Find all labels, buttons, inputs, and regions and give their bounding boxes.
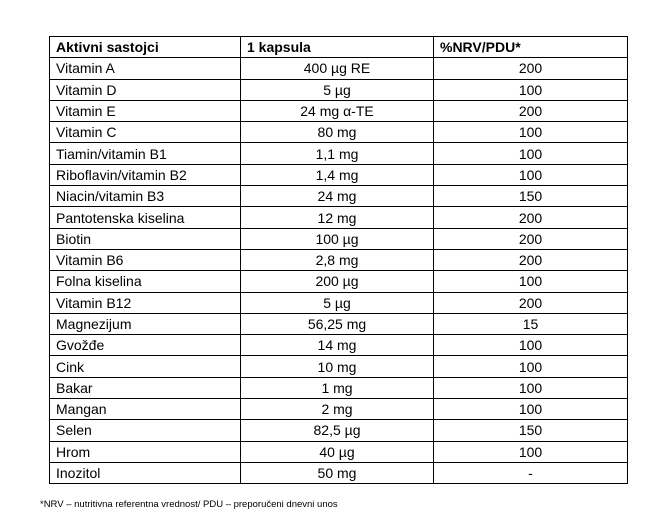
nrv-percent: 100 xyxy=(434,79,628,100)
ingredient-name: Vitamin C xyxy=(50,122,241,143)
ingredient-name: Tiamin/vitamin B1 xyxy=(50,143,241,164)
header-ingredient: Aktivni sastojci xyxy=(50,37,241,58)
ingredient-name: Bakar xyxy=(50,377,241,398)
nrv-percent: 100 xyxy=(434,356,628,377)
header-per-capsule: 1 kapsula xyxy=(241,37,434,58)
nrv-percent: 200 xyxy=(434,58,628,79)
table-row xyxy=(50,143,628,164)
amount-per-capsule: 56,25 mg xyxy=(241,313,434,334)
amount-per-capsule: 5 µg xyxy=(241,79,434,100)
ingredient-name: Vitamin E xyxy=(50,100,241,121)
nrv-percent: 100 xyxy=(434,122,628,143)
table-row xyxy=(50,356,628,377)
table-header-row xyxy=(50,37,628,58)
table-row xyxy=(50,228,628,249)
nrv-percent: 100 xyxy=(434,441,628,462)
amount-per-capsule: 24 mg xyxy=(241,186,434,207)
table-row xyxy=(50,58,628,79)
table-row xyxy=(50,335,628,356)
amount-per-capsule: 200 µg xyxy=(241,271,434,292)
amount-per-capsule: 2 mg xyxy=(241,399,434,420)
nrv-percent: 15 xyxy=(434,313,628,334)
table-row xyxy=(50,79,628,100)
ingredient-name: Niacin/vitamin B3 xyxy=(50,186,241,207)
ingredient-name: Folna kiselina xyxy=(50,271,241,292)
ingredient-name: Vitamin B12 xyxy=(50,292,241,313)
ingredient-name: Gvožđe xyxy=(50,335,241,356)
amount-per-capsule: 1,1 mg xyxy=(241,143,434,164)
nrv-percent: 100 xyxy=(434,271,628,292)
table-row xyxy=(50,164,628,185)
amount-per-capsule: 10 mg xyxy=(241,356,434,377)
ingredient-name: Cink xyxy=(50,356,241,377)
amount-per-capsule: 5 µg xyxy=(241,292,434,313)
nrv-percent: - xyxy=(434,462,628,483)
footnote: *NRV – nutritivna referentna vrednost/ PDU – preporučeni dnevni unos xyxy=(40,499,338,510)
table-row xyxy=(50,271,628,292)
amount-per-capsule: 80 mg xyxy=(241,122,434,143)
table-row xyxy=(50,249,628,270)
ingredient-name: Vitamin D xyxy=(50,79,241,100)
amount-per-capsule: 12 mg xyxy=(241,207,434,228)
table-row xyxy=(50,207,628,228)
amount-per-capsule: 24 mg α-TE xyxy=(241,100,434,121)
nrv-percent: 100 xyxy=(434,164,628,185)
ingredient-name: Vitamin B6 xyxy=(50,249,241,270)
table-row xyxy=(50,377,628,398)
table-body xyxy=(50,58,628,484)
amount-per-capsule: 40 µg xyxy=(241,441,434,462)
table-row xyxy=(50,420,628,441)
amount-per-capsule: 14 mg xyxy=(241,335,434,356)
table-row xyxy=(50,313,628,334)
table-row xyxy=(50,122,628,143)
table-row xyxy=(50,441,628,462)
table-row xyxy=(50,399,628,420)
nrv-percent: 100 xyxy=(434,143,628,164)
ingredient-name: Riboflavin/vitamin B2 xyxy=(50,164,241,185)
nrv-percent: 150 xyxy=(434,186,628,207)
amount-per-capsule: 100 µg xyxy=(241,228,434,249)
amount-per-capsule: 1,4 mg xyxy=(241,164,434,185)
nrv-percent: 200 xyxy=(434,228,628,249)
amount-per-capsule: 82,5 µg xyxy=(241,420,434,441)
ingredient-name: Inozitol xyxy=(50,462,241,483)
nrv-percent: 100 xyxy=(434,335,628,356)
ingredient-name: Mangan xyxy=(50,399,241,420)
table-row xyxy=(50,292,628,313)
table-row xyxy=(50,100,628,121)
amount-per-capsule: 1 mg xyxy=(241,377,434,398)
nutrition-table xyxy=(49,36,628,484)
ingredient-name: Selen xyxy=(50,420,241,441)
amount-per-capsule: 2,8 mg xyxy=(241,249,434,270)
nrv-percent: 100 xyxy=(434,399,628,420)
ingredient-name: Pantotenska kiselina xyxy=(50,207,241,228)
nrv-percent: 200 xyxy=(434,249,628,270)
amount-per-capsule: 50 mg xyxy=(241,462,434,483)
nrv-percent: 200 xyxy=(434,100,628,121)
amount-per-capsule: 400 µg RE xyxy=(241,58,434,79)
ingredient-name: Hrom xyxy=(50,441,241,462)
nrv-percent: 150 xyxy=(434,420,628,441)
ingredient-name: Biotin xyxy=(50,228,241,249)
table-row xyxy=(50,186,628,207)
nrv-percent: 200 xyxy=(434,207,628,228)
nrv-percent: 100 xyxy=(434,377,628,398)
ingredient-name: Magnezijum xyxy=(50,313,241,334)
header-nrv: %NRV/PDU* xyxy=(434,37,628,58)
table-row xyxy=(50,462,628,483)
ingredient-name: Vitamin A xyxy=(50,58,241,79)
nrv-percent: 200 xyxy=(434,292,628,313)
